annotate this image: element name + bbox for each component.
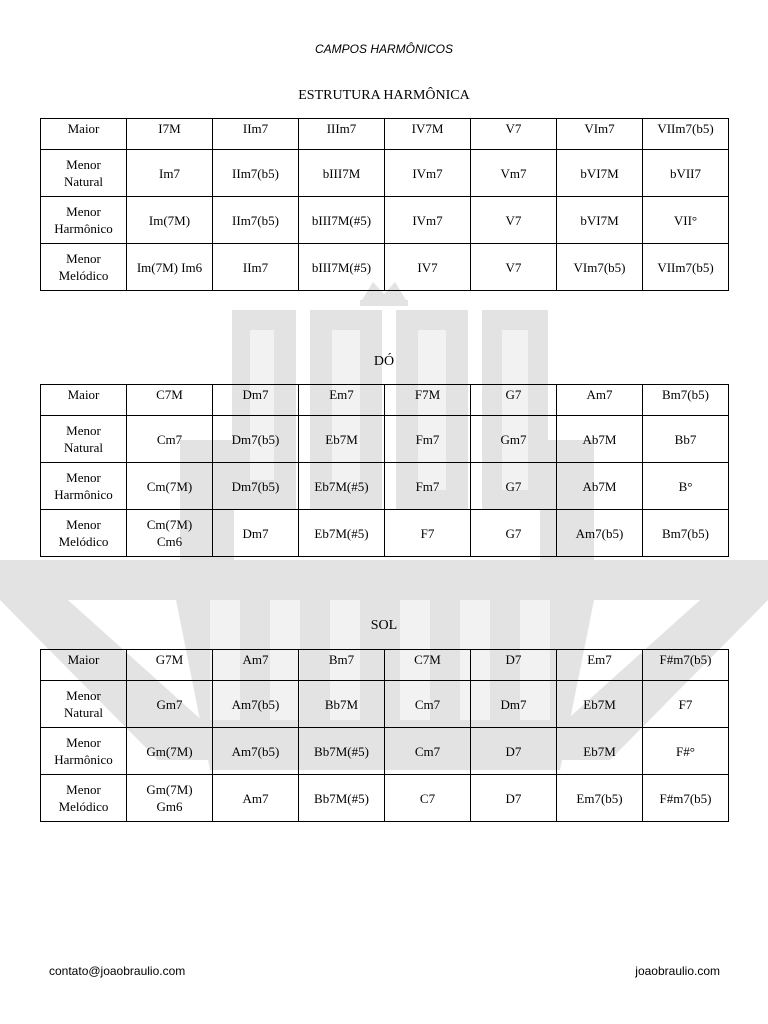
cell-text: Melódico bbox=[58, 268, 109, 283]
cell-text: Im7 bbox=[159, 165, 180, 181]
cell-text: Ab7M bbox=[582, 478, 617, 494]
cell-text: Eb7M(#5) bbox=[314, 525, 369, 541]
chord-cell bbox=[471, 510, 557, 557]
chord-cell bbox=[213, 728, 299, 775]
cell-text: Natural bbox=[64, 174, 103, 189]
cell-text: Menor bbox=[66, 251, 101, 266]
cell-text: Em7 bbox=[329, 387, 354, 402]
chord-cell bbox=[643, 416, 729, 463]
chord-cell bbox=[471, 728, 557, 775]
chord-cell bbox=[299, 385, 385, 416]
chord-cell bbox=[385, 416, 471, 463]
chord-cell bbox=[471, 416, 557, 463]
cell-text: Dm7(b5) bbox=[231, 478, 280, 494]
chord-cell bbox=[213, 119, 299, 150]
cell-text: Em7 bbox=[587, 652, 612, 667]
cell-text: V7 bbox=[505, 212, 522, 228]
chord-cell bbox=[299, 510, 385, 557]
cell-text: B° bbox=[678, 478, 693, 494]
chord-cell bbox=[127, 463, 213, 510]
row-label bbox=[41, 775, 127, 822]
chord-cell bbox=[299, 197, 385, 244]
cell-text: Menor bbox=[66, 735, 101, 750]
cell-text: Bb7 bbox=[674, 431, 697, 447]
chord-cell bbox=[385, 385, 471, 416]
chord-cell bbox=[299, 681, 385, 728]
chord-cell bbox=[127, 681, 213, 728]
chord-cell bbox=[643, 385, 729, 416]
cell-text: Eb7M bbox=[583, 743, 616, 759]
chord-cell bbox=[471, 650, 557, 681]
cell-text: bIII7M(#5) bbox=[311, 212, 372, 228]
cell-text: Cm6 bbox=[156, 534, 183, 549]
chord-cell bbox=[385, 463, 471, 510]
section-caption: DÓ bbox=[373, 354, 395, 369]
chord-cell bbox=[213, 681, 299, 728]
cell-text: Bb7M(#5) bbox=[314, 790, 369, 806]
chord-cell bbox=[643, 150, 729, 197]
cell-text: Melódico bbox=[58, 534, 109, 549]
cell-text: bVII7 bbox=[669, 165, 702, 181]
cell-text: Cm7 bbox=[156, 431, 183, 447]
chord-cell bbox=[643, 728, 729, 775]
chord-cell bbox=[643, 119, 729, 150]
cell-text: V7 bbox=[505, 259, 522, 275]
cell-text: Harmônico bbox=[54, 221, 113, 236]
row-label bbox=[41, 650, 127, 681]
cell-text: Cm7 bbox=[414, 743, 441, 759]
chord-cell bbox=[299, 119, 385, 150]
cell-text: Am7(b5) bbox=[231, 696, 280, 712]
chord-cell bbox=[385, 197, 471, 244]
cell-text: Harmônico bbox=[54, 752, 113, 767]
chord-cell bbox=[299, 775, 385, 822]
cell-text: Gm6 bbox=[156, 799, 183, 814]
chord-cell bbox=[643, 244, 729, 291]
cell-text: IV7M bbox=[411, 121, 444, 136]
chord-cell bbox=[643, 681, 729, 728]
cell-text: Menor bbox=[66, 470, 101, 485]
cell-text: Maior bbox=[67, 121, 100, 136]
chord-cell bbox=[471, 150, 557, 197]
cell-text: C7M bbox=[156, 387, 183, 402]
cell-text: IV7 bbox=[417, 259, 438, 275]
chord-cell bbox=[127, 385, 213, 416]
chord-cell bbox=[557, 385, 643, 416]
chord-cell bbox=[127, 197, 213, 244]
cell-text: IIm7(b5) bbox=[232, 212, 279, 228]
chord-cell bbox=[213, 244, 299, 291]
cell-text: Dm7(b5) bbox=[231, 431, 280, 447]
chord-cell bbox=[213, 775, 299, 822]
cell-text: VII° bbox=[673, 212, 698, 228]
chord-cell bbox=[643, 463, 729, 510]
chord-cell bbox=[557, 728, 643, 775]
chord-table bbox=[40, 384, 729, 557]
cell-text: Bb7M(#5) bbox=[314, 743, 369, 759]
cell-text: Am7 bbox=[242, 790, 269, 806]
chord-cell bbox=[557, 244, 643, 291]
chord-cell bbox=[385, 119, 471, 150]
chord-cell bbox=[127, 416, 213, 463]
chord-cell bbox=[213, 150, 299, 197]
cell-text: Maior bbox=[67, 387, 100, 402]
cell-text: D7 bbox=[505, 790, 522, 806]
row-label bbox=[41, 197, 127, 244]
table-row bbox=[41, 416, 729, 463]
cell-text: Menor bbox=[66, 204, 101, 219]
table-row bbox=[41, 681, 729, 728]
cell-text: D7 bbox=[505, 743, 522, 759]
cell-text: Dm7 bbox=[242, 525, 269, 541]
cell-text: F#° bbox=[676, 743, 695, 759]
chord-cell bbox=[385, 728, 471, 775]
cell-text: F7 bbox=[420, 525, 435, 541]
cell-text: Menor bbox=[66, 423, 101, 438]
cell-text: Eb7M bbox=[583, 696, 616, 712]
row-label bbox=[41, 510, 127, 557]
cell-text: Melódico bbox=[58, 799, 109, 814]
row-label bbox=[41, 385, 127, 416]
cell-text: Im(7M) bbox=[148, 212, 191, 228]
table-row bbox=[41, 119, 729, 150]
row-label bbox=[41, 681, 127, 728]
chord-cell bbox=[385, 775, 471, 822]
chord-cell bbox=[385, 150, 471, 197]
cell-text: Gm(7M) bbox=[146, 782, 193, 797]
cell-text: Am7(b5) bbox=[231, 743, 280, 759]
table-row bbox=[41, 463, 729, 510]
cell-text: V7 bbox=[505, 121, 522, 136]
footer-email[interactable]: contato@joaobraulio.com bbox=[49, 964, 186, 978]
page-header: CAMPOS HARMÔNICOS bbox=[314, 42, 453, 56]
cell-text: Maior bbox=[67, 652, 100, 667]
chord-cell bbox=[127, 244, 213, 291]
cell-text: IIm7 bbox=[242, 259, 269, 275]
cell-text: VIm7 bbox=[584, 121, 615, 136]
table-row bbox=[41, 197, 729, 244]
cell-text: bIII7M(#5) bbox=[311, 259, 372, 275]
chord-cell bbox=[213, 463, 299, 510]
cell-text: Menor bbox=[66, 782, 101, 797]
row-label bbox=[41, 728, 127, 775]
cell-text: D7 bbox=[505, 652, 522, 667]
cell-text: Eb7M(#5) bbox=[314, 478, 369, 494]
cell-text: VIm7(b5) bbox=[573, 259, 626, 275]
cell-text: IIIm7 bbox=[326, 121, 357, 136]
chord-cell bbox=[127, 510, 213, 557]
chord-cell bbox=[299, 244, 385, 291]
chord-cell bbox=[127, 775, 213, 822]
row-label bbox=[41, 150, 127, 197]
cell-text: Bm7 bbox=[328, 652, 355, 667]
cell-text: G7 bbox=[505, 387, 522, 402]
table-row bbox=[41, 775, 729, 822]
row-label bbox=[41, 416, 127, 463]
cell-text: Gm7 bbox=[500, 431, 527, 447]
row-label bbox=[41, 463, 127, 510]
chord-cell bbox=[385, 681, 471, 728]
table-row bbox=[41, 150, 729, 197]
chord-cell bbox=[557, 463, 643, 510]
chord-cell bbox=[471, 119, 557, 150]
chord-table bbox=[40, 118, 729, 291]
chord-cell bbox=[557, 775, 643, 822]
cell-text: bVI7M bbox=[580, 212, 619, 228]
chord-cell bbox=[213, 510, 299, 557]
chord-cell bbox=[127, 119, 213, 150]
chord-cell bbox=[557, 681, 643, 728]
table-row bbox=[41, 510, 729, 557]
chord-cell bbox=[557, 510, 643, 557]
chord-cell bbox=[557, 416, 643, 463]
chord-cell bbox=[643, 510, 729, 557]
cell-text: IVm7 bbox=[412, 165, 443, 181]
chord-cell bbox=[127, 150, 213, 197]
cell-text: Natural bbox=[64, 705, 103, 720]
cell-text: Eb7M bbox=[325, 431, 358, 447]
table-row bbox=[41, 385, 729, 416]
cell-text: Harmônico bbox=[54, 487, 113, 502]
cell-text: Cm(7M) bbox=[146, 517, 193, 532]
chord-cell bbox=[471, 681, 557, 728]
section-caption: ESTRUTURA HARMÔNICA bbox=[298, 88, 470, 103]
cell-text: Menor bbox=[66, 688, 101, 703]
cell-text: F7M bbox=[414, 387, 441, 402]
cell-text: F#m7(b5) bbox=[659, 790, 712, 806]
cell-text: Fm7 bbox=[415, 478, 440, 494]
chord-cell bbox=[557, 197, 643, 244]
cell-text: Bb7M bbox=[324, 696, 359, 712]
chord-cell bbox=[299, 728, 385, 775]
cell-text: Gm7 bbox=[156, 696, 183, 712]
cell-text: Em7(b5) bbox=[576, 790, 623, 806]
chord-cell bbox=[471, 775, 557, 822]
cell-text: Bm7(b5) bbox=[662, 525, 709, 541]
section-caption: SOL bbox=[370, 618, 398, 633]
cell-text: Cm(7M) bbox=[146, 478, 193, 494]
cell-text: Bm7(b5) bbox=[662, 387, 709, 402]
chord-cell bbox=[557, 150, 643, 197]
cell-text: Am7(b5) bbox=[575, 525, 624, 541]
cell-text: G7 bbox=[505, 525, 522, 541]
cell-text: Gm(7M) bbox=[146, 743, 193, 759]
chord-cell bbox=[385, 510, 471, 557]
cell-text: bIII7M bbox=[322, 165, 361, 181]
cell-text: Dm7 bbox=[500, 696, 527, 712]
cell-text: Am7 bbox=[586, 387, 613, 402]
chord-cell bbox=[299, 150, 385, 197]
chord-table bbox=[40, 649, 729, 822]
cell-text: Cm7 bbox=[414, 696, 441, 712]
cell-text: Menor bbox=[66, 517, 101, 532]
cell-text: bVI7M bbox=[580, 165, 619, 181]
row-label bbox=[41, 119, 127, 150]
chord-cell bbox=[213, 197, 299, 244]
chord-cell bbox=[299, 650, 385, 681]
chord-cell bbox=[385, 650, 471, 681]
chord-cell bbox=[299, 416, 385, 463]
cell-text: IVm7 bbox=[412, 212, 443, 228]
cell-text: VIIm7(b5) bbox=[657, 121, 714, 136]
table-row bbox=[41, 244, 729, 291]
cell-text: IIm7(b5) bbox=[232, 165, 279, 181]
chord-cell bbox=[471, 244, 557, 291]
cell-text: Vm7 bbox=[500, 165, 527, 181]
chord-cell bbox=[385, 244, 471, 291]
cell-text: Am7 bbox=[242, 652, 269, 667]
chord-cell bbox=[643, 650, 729, 681]
chord-cell bbox=[471, 463, 557, 510]
chord-cell bbox=[299, 463, 385, 510]
chord-cell bbox=[471, 197, 557, 244]
cell-text: Menor bbox=[66, 157, 101, 172]
cell-text: I7M bbox=[158, 121, 181, 136]
cell-text: G7 bbox=[505, 478, 522, 494]
footer-website[interactable]: joaobraulio.com bbox=[635, 964, 720, 978]
chord-cell bbox=[557, 650, 643, 681]
chord-cell bbox=[643, 197, 729, 244]
chord-cell bbox=[213, 416, 299, 463]
chord-cell bbox=[213, 385, 299, 416]
cell-text: VIIm7(b5) bbox=[657, 259, 714, 275]
chord-cell bbox=[127, 650, 213, 681]
cell-text: IIm7 bbox=[242, 121, 269, 136]
row-label bbox=[41, 244, 127, 291]
cell-text: F7 bbox=[678, 696, 693, 712]
chord-cell bbox=[471, 385, 557, 416]
cell-text: G7M bbox=[155, 652, 184, 667]
cell-text: Ab7M bbox=[582, 431, 617, 447]
table-row bbox=[41, 650, 729, 681]
cell-text: C7M bbox=[414, 652, 441, 667]
table-row bbox=[41, 728, 729, 775]
cell-text: Natural bbox=[64, 440, 103, 455]
chord-cell bbox=[213, 650, 299, 681]
chord-cell bbox=[557, 119, 643, 150]
cell-text: Dm7 bbox=[242, 387, 269, 402]
chord-cell bbox=[127, 728, 213, 775]
cell-text: F#m7(b5) bbox=[659, 652, 712, 667]
cell-text: Im(7M) Im6 bbox=[136, 259, 203, 275]
cell-text: Fm7 bbox=[415, 431, 440, 447]
chord-cell bbox=[643, 775, 729, 822]
cell-text: C7 bbox=[419, 790, 436, 806]
